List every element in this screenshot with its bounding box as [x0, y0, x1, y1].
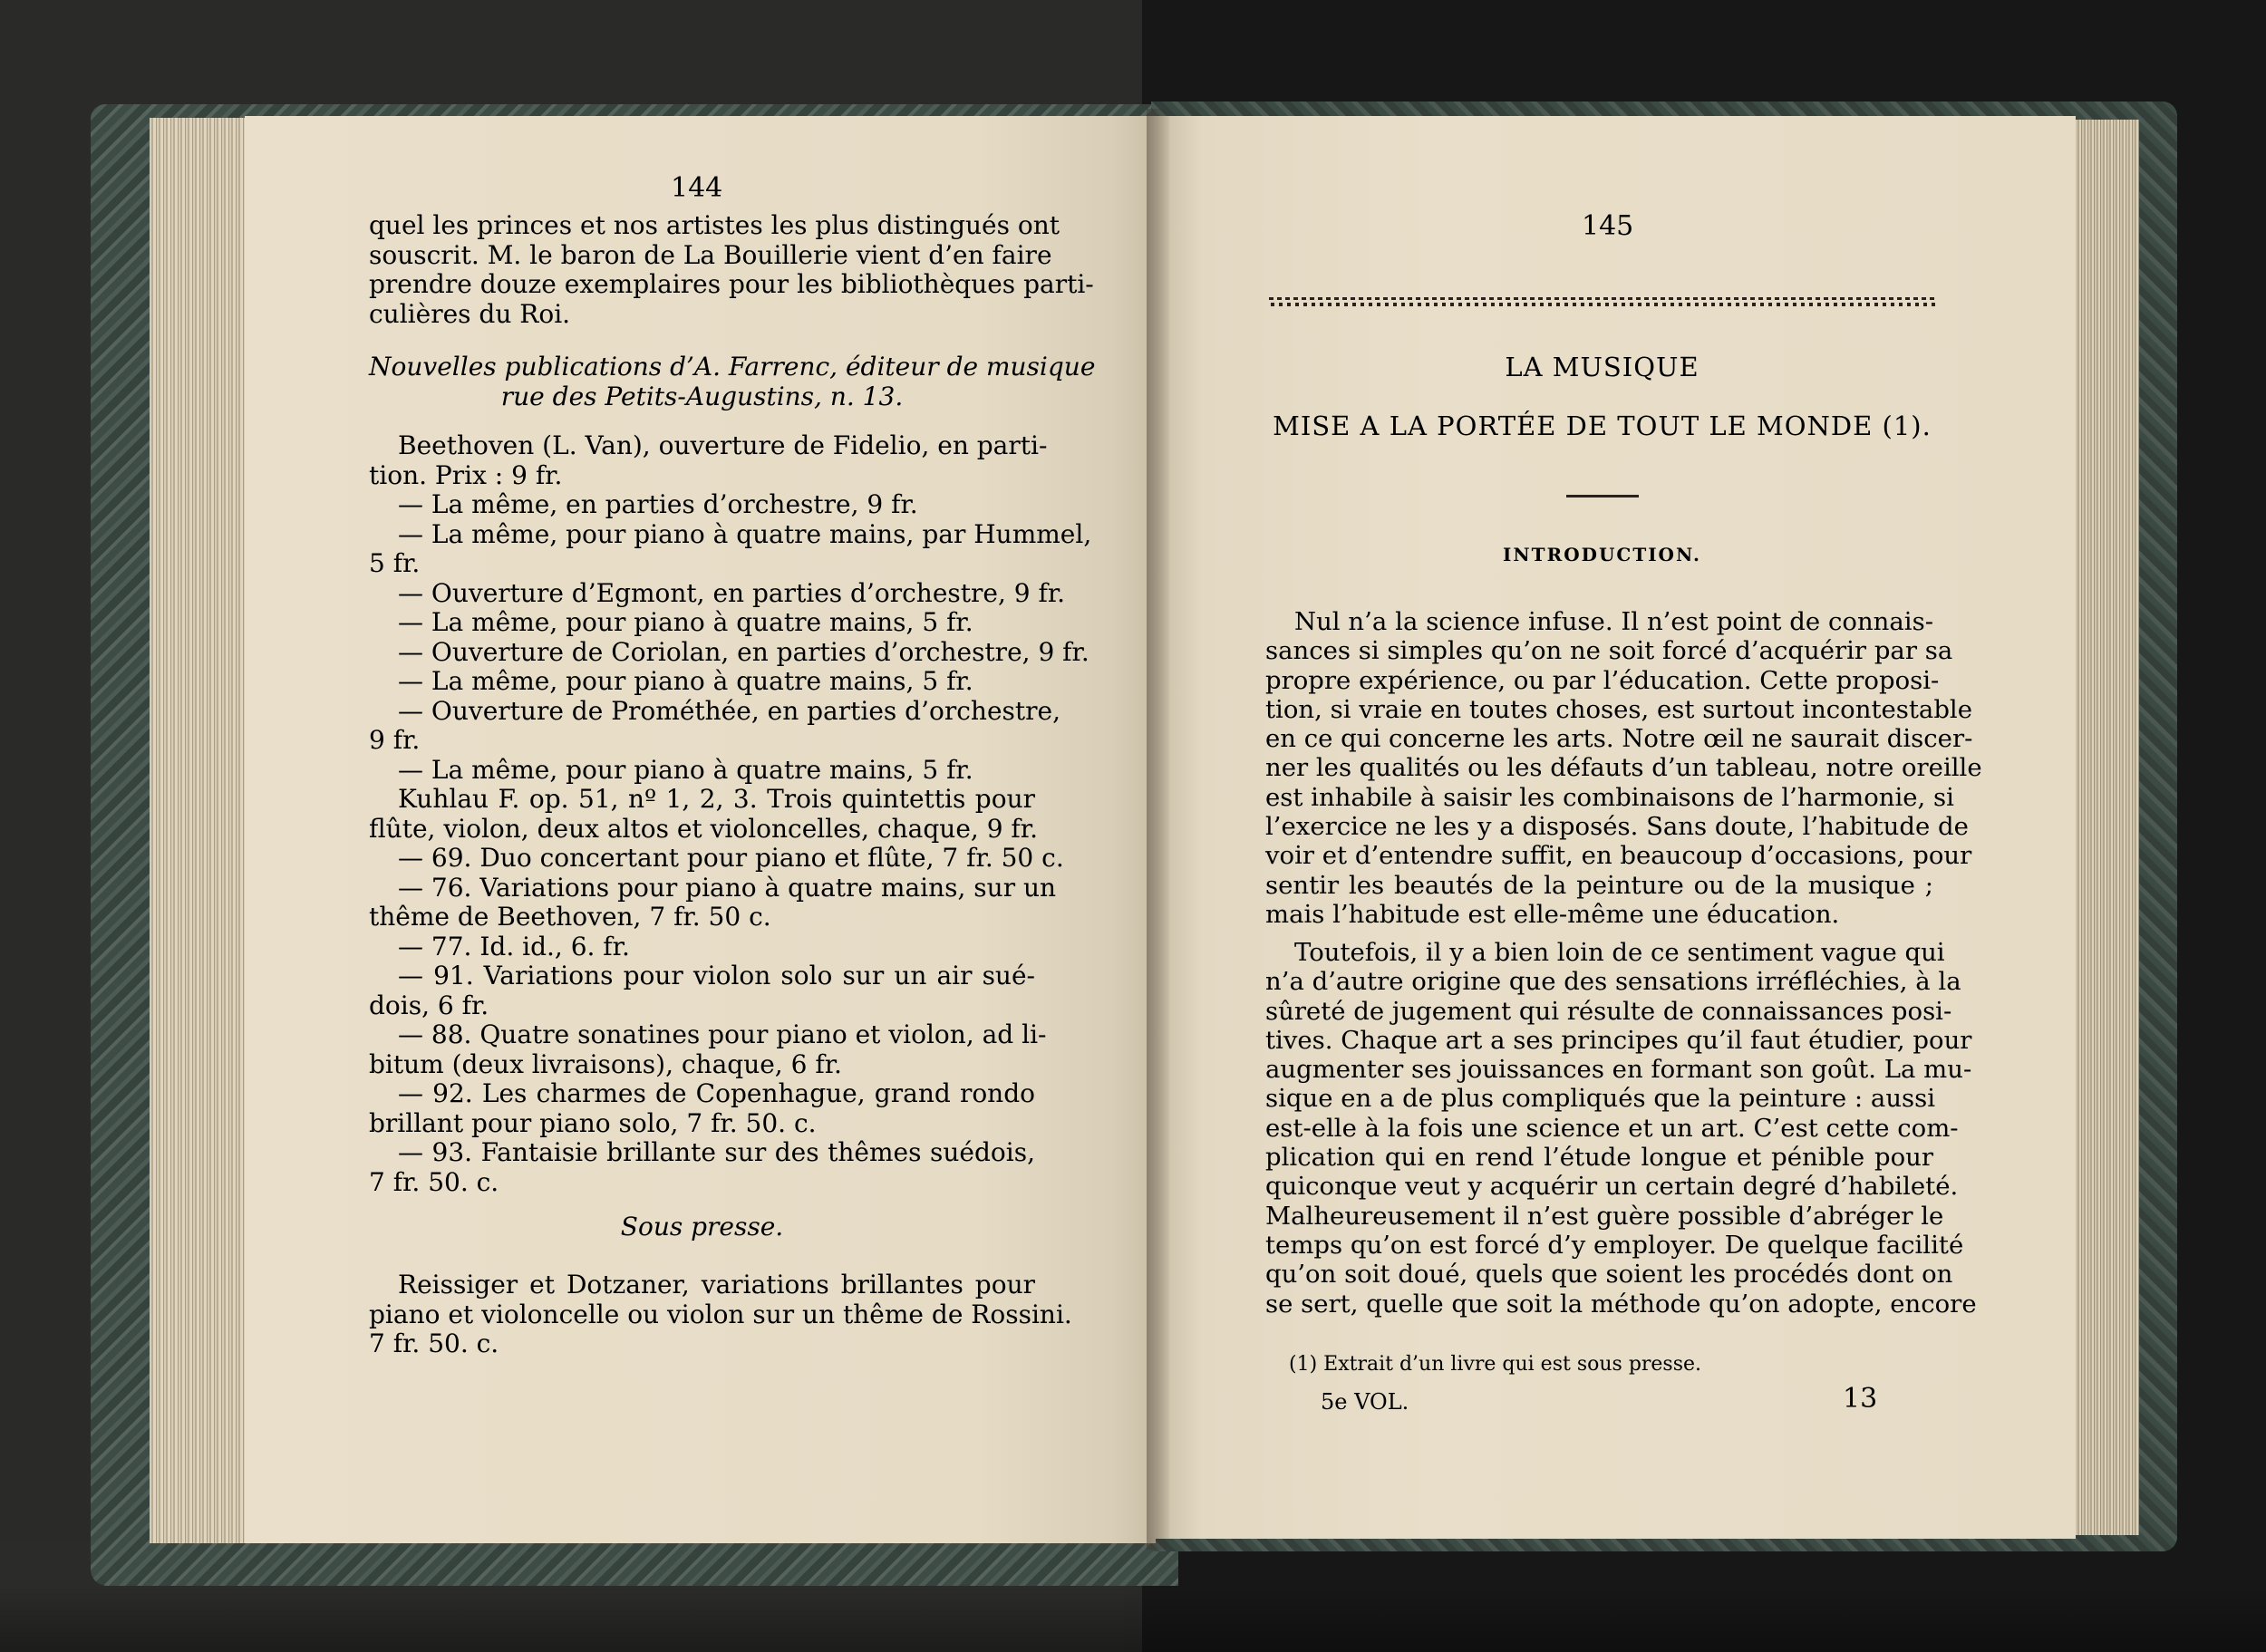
bottom-shadow — [0, 1586, 2266, 1652]
catalog-line: flûte, violon, deux altos et violoncelles, chaque, 9 fr. — [369, 813, 1038, 844]
chapter-title: LA MUSIQUE — [1505, 352, 1700, 382]
text-line: sentir les beautés de la peinture ou de la musique ; — [1265, 870, 1933, 900]
catalog-line: tion. Prix : 9 fr. — [369, 459, 563, 490]
catalog-line: thême de Beethoven, 7 fr. 50 c. — [369, 902, 771, 932]
text-line: temps qu’on est forcé d’y employer. De quelque facilité — [1265, 1230, 1964, 1260]
text-line: Malheureusement il n’est guère possible d’abréger le — [1265, 1201, 1944, 1231]
text-line: mais l’habitude est elle-même une éducation. — [1265, 899, 1840, 929]
catalog-list — [369, 430, 1092, 1197]
book-gutter — [1147, 109, 1169, 1550]
text-line: se sert, quelle que soit la méthode qu’on adopte, encore — [1265, 1289, 1977, 1319]
text-line: Nul n’a la science infuse. Il n’est point de connais- — [1294, 607, 1933, 636]
text-line: sûreté de jugement qui résulte de connaissances posi- — [1265, 996, 1952, 1026]
text-line: 7 fr. 50. c. — [369, 1328, 499, 1358]
title-rule — [1566, 495, 1639, 498]
catalog-line: — La même, pour piano à quatre mains, 5 fr. — [398, 666, 973, 696]
text-line: l’exercice ne les y a disposés. Sans doute, l’habitude de — [1265, 812, 1969, 842]
text-line: est-elle à la fois une science et un art. C’est cette com- — [1265, 1113, 1959, 1143]
sheet-number: 13 — [1843, 1383, 1878, 1415]
catalog-line: Kuhlau F. op. 51, nº 1, 2, 3. Trois quintettis pour — [398, 784, 1035, 814]
paragraph-1 — [1265, 607, 1982, 929]
catalog-line: — 69. Duo concertant pour piano et flûte, 7 fr. 50 c. — [398, 843, 1064, 873]
page-edges-left — [150, 118, 245, 1543]
ornamental-rule — [1269, 297, 1935, 306]
text-line: Reissiger et Dotzaner, variations brillantes pour — [398, 1270, 1035, 1299]
text-line: rue des Petits-Augustins, n. 13. — [500, 381, 904, 411]
chapter-subtitle: MISE A LA PORTÉE DE TOUT LE MONDE (1). — [1273, 411, 1932, 441]
right-page-number: 145 — [1582, 210, 1634, 242]
page-edges-right — [2076, 120, 2139, 1535]
text-line: quel les princes et nos artistes les plus distingués ont — [369, 210, 1060, 240]
text-line: voir et d’entendre suffit, en beaucoup d’occasions, pour — [1265, 841, 1972, 871]
text-line: piano et violoncelle ou violon sur un thême de Rossini. — [369, 1299, 1072, 1329]
catalog-line: — 76. Variations pour piano à quatre mains, sur un — [398, 872, 1057, 903]
section-heading: INTRODUCTION. — [1503, 544, 1701, 565]
text-line: culières du Roi. — [369, 298, 571, 329]
left-tail-text — [369, 1270, 1072, 1359]
text-line: augmenter ses jouissances en formant son goût. La mu- — [1265, 1055, 1972, 1085]
text-line: tives. Chaque art a ses principes qu’il faut étudier, pour — [1265, 1025, 1972, 1055]
catalog-line: — Ouverture d’Egmont, en parties d’orchestre, 9 fr. — [398, 577, 1066, 608]
text-line: propre expérience, ou par l’éducation. Cette proposi- — [1265, 665, 1940, 695]
catalog-line: — 91. Variations pour violon solo sur un air sué- — [398, 961, 1035, 990]
catalog-line: — 77. Id. id., 6. fr. — [398, 931, 630, 961]
text-line: souscrit. M. le baron de La Bouillerie vient d’en faire — [369, 239, 1052, 270]
catalog-line: — Ouverture de Coriolan, en parties d’orchestre, 9 fr. — [398, 636, 1089, 667]
catalog-line: — La même, en parties d’orchestre, 9 fr. — [398, 489, 918, 519]
catalog-line: 9 fr. — [369, 725, 421, 755]
text-line: sances si simples qu’on ne soit forcé d’acquérir par sa — [1265, 636, 1953, 666]
text-line: Sous presse. — [620, 1212, 784, 1241]
text-line: quiconque veut y acquérir un certain degré d’habileté. — [1265, 1172, 1959, 1202]
catalog-line: 5 fr. — [369, 548, 421, 578]
catalog-line: — La même, pour piano à quatre mains, 5 fr. — [398, 754, 973, 785]
text-line: Nouvelles publications d’A. Farrenc, éditeur de musique — [369, 352, 1096, 382]
text-line: n’a d’autre origine que des sensations irréfléchies, à la — [1265, 967, 1961, 997]
catalog-line: — 93. Fantaisie brillante sur des thêmes suédois, — [398, 1137, 1035, 1167]
paragraph-2 — [1265, 938, 1977, 1319]
text-line: prendre douze exemplaires pour les bibliothèques parti- — [369, 269, 1094, 299]
text-line: tion, si vraie en toutes choses, est surtout incontestable — [1265, 694, 1973, 724]
text-line: ner les qualités ou les défauts d’un tableau, notre oreille — [1265, 753, 1982, 783]
catalog-line: — La même, pour piano à quatre mains, 5 fr. — [398, 607, 973, 637]
text-line: Toutefois, il y a bien loin de ce sentiment vague qui — [1294, 938, 1945, 967]
catalog-line: dois, 6 fr. — [369, 990, 489, 1020]
publisher-heading — [369, 352, 1096, 411]
catalog-line: bitum (deux livraisons), chaque, 6 fr. — [369, 1048, 842, 1079]
text-line: en ce qui concerne les arts. Notre œil ne saurait discer- — [1265, 724, 1973, 754]
catalog-line: 7 fr. 50. c. — [369, 1166, 499, 1197]
left-body-text — [369, 210, 1094, 329]
catalog-line: — 92. Les charmes de Copenhague, grand rondo — [398, 1078, 1035, 1108]
footnote: (1) Extrait d’un livre qui est sous presse. — [1289, 1353, 1702, 1376]
catalog-line: — La même, pour piano à quatre mains, par Hummel, — [398, 518, 1092, 549]
catalog-line: — 88. Quatre sonatines pour piano et violon, ad li- — [398, 1019, 1047, 1049]
text-line: plication qui en rend l’étude longue et pénible pour — [1265, 1143, 1933, 1173]
signature-mark: 5e VOL. — [1321, 1389, 1409, 1415]
sous-presse-heading — [369, 1212, 1035, 1242]
catalog-line: brillant pour piano solo, 7 fr. 50. c. — [369, 1107, 817, 1138]
text-line: qu’on soit doué, quels que soient les procédés dont on — [1265, 1260, 1953, 1290]
left-page-number: 144 — [671, 172, 723, 204]
text-line: sique en a de plus compliqués que la peinture : aussi — [1265, 1084, 1936, 1114]
text-line: est inhabile à saisir les combinaisons de l’harmonie, si — [1265, 782, 1954, 812]
catalog-line: Beethoven (L. Van), ouverture de Fidelio, en parti- — [398, 430, 1048, 460]
catalog-line: — Ouverture de Prométhée, en parties d’orchestre, — [398, 695, 1061, 726]
